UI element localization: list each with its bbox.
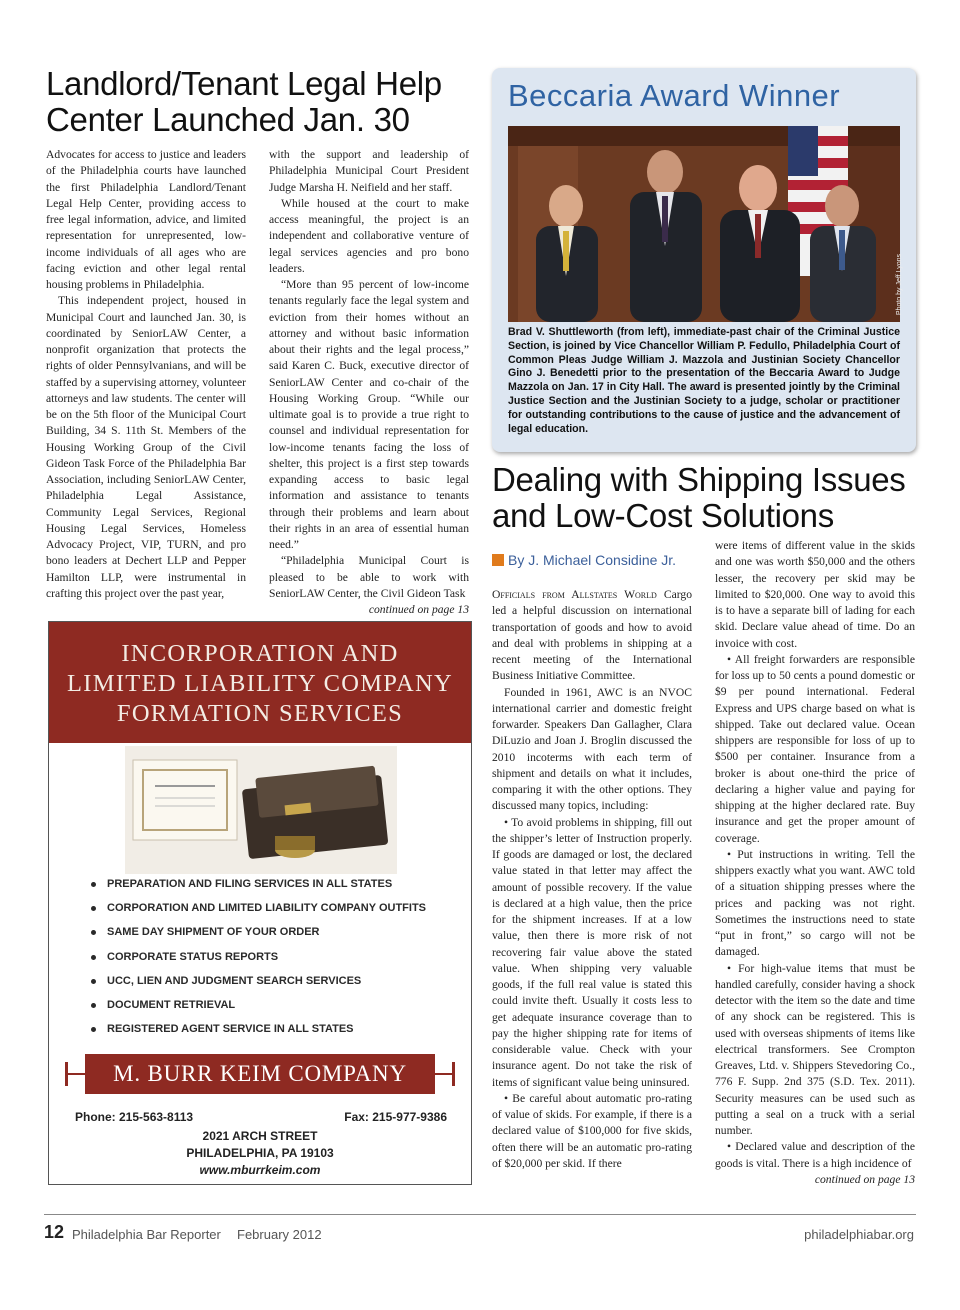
continued-link[interactable]: continued on page 13 (814, 1172, 915, 1186)
ad-headline-3: FORMATION SERVICES (116, 700, 404, 727)
paragraph: • To avoid problems in shipping, fill out the shipper’s letter of Instruction properly. If goods are damaged or lost, the declared value stated in that letter may affect the amount of possible recovery. If the value is declared at a high value, then the price for the shipment increases. If at a low value, then there is more risk of not recovering fair value above the stated value. When shipping very valuable goods, if the full real value is stated this could invite theft. Usually it costs less to get adequate insurance coverage than to pay the higher shipping rate for items of considerable value. Check with your insurance agent. Do not take the risk of items of significant value being uninsured. (492, 815, 692, 1089)
paragraph: • Be careful about automatic pro-rating of value of skids. For example, if there is a declared value of $100,000 for five skids, often there will be an automatic pro-rating of $20,000 per skid. If there (492, 1091, 692, 1170)
address-line-1: 2021 ARCH STREET (202, 1129, 318, 1143)
title-line-2: Center Launched Jan. 30 (46, 101, 410, 138)
continued-link[interactable]: continued on page 13 (368, 603, 469, 616)
footer-divider (44, 1214, 916, 1215)
phone-number: Phone: 215-563-8113 (75, 1110, 194, 1124)
paragraph: were items of different value in the skids and one was worth $50,000 and the others lesser, the recovery per skid may be limited to $20,000. One way to avoid this is to have a separate bill of lading for each skid. Declare value ahead of time. Do an invoice with cost. (715, 539, 915, 650)
photo-illustration (508, 126, 900, 322)
photo-credit: Photo by Jeff Lyons (896, 254, 903, 316)
paragraph: Founded in 1961, AWC is an NVOC international carrier and domestic freight forwarder. Speakers Dan Gallagher, Clara DiLuzio and Joan J. Broglin discussed the 2010 incoterms with each term of shipment and details on what it includes, comparing it with the other options. They discussed many topics, including: (492, 685, 692, 813)
paragraph: While housed at the court to make access meaningful, the project is an independent and collaborative venture of legal services agencies and pro bono leaders. (269, 196, 469, 275)
paragraph: This independent project, housed in Municipal Court and launched Jan. 30, is coordinated by SeniorLAW Center, a nonprofit organization that protects the rights of older Pennsylvanians, and will be staffed by a supervising attorney, volunteer attorneys and law students. The center will be on the 5th floor of the Municipal Court Building, 34 S. 11th St. Members of the Housing Working Group of the Civil Gideon Task Force of the Philadelphia Bar Association, including SeniorLAW Center, Philadelphia Legal Assistance, Community Legal Services, Regional Housing Legal Services, Homeless Advocacy Project, VIP, TURN, and pro bono leaders at Dechert LLP and Pepper Hamilton LLP, were instrumental in crafting this project over the past year, (46, 294, 246, 600)
paragraph: with the support and leadership of Philadelphia Municipal Court President Judge Marsha H. Neifield and her staff. (269, 148, 469, 194)
fax-number: Fax: 215-977-9386 (344, 1110, 447, 1124)
article2-column-2 (715, 538, 915, 1188)
service-item: CORPORATION AND LIMITED LIABILITY COMPANY OUTFITS (91, 902, 426, 926)
paragraph: Cargo led a helpful discussion on international transportation of goods and how to avoid and deal with problems in shipping at a recent meeting of the International Business Initiative Committee. (492, 588, 692, 683)
service-item: DOCUMENT RETRIEVAL (91, 999, 426, 1023)
article-landlord-tenant (46, 66, 476, 138)
corporate-kit-illustration (125, 746, 397, 874)
paragraph: • All freight forwarders are responsible for loss up to 50 cents a pound domestic or $9 per pound international. Federal Express and UPS charge based on what is shipped. Take out declared value. Ocean shippers are responsible for loss of up to $500 per container. Insurance from a broker is about one-third the price of declaring a higher value and paying for shipping at the higher declared rate. Buy insurance and get the proper amount of coverage. (715, 652, 915, 845)
issue-date: February 2012 (237, 1227, 322, 1242)
article2-column-1 (492, 587, 692, 1172)
award-title: Beccaria Award Winner (508, 78, 841, 113)
article-title (46, 66, 476, 138)
ad-header (49, 622, 471, 743)
address-line-2: PHILADELPHIA, PA 19103 (186, 1146, 334, 1160)
title-line-1: Dealing with Shipping Issues (492, 461, 906, 498)
title-line-1: Landlord/Tenant Legal Help (46, 65, 442, 102)
service-item: PREPARATION AND FILING SERVICES IN ALL STATES (91, 878, 426, 902)
award-box (492, 68, 916, 452)
service-item: CORPORATE STATUS REPORTS (91, 951, 426, 975)
award-photo (508, 126, 903, 322)
corporate-kit-image (125, 746, 397, 874)
article-shipping (492, 462, 922, 534)
service-item: SAME DAY SHIPMENT OF YOUR ORDER (91, 926, 426, 950)
paragraph: • Put instructions in writing. Tell the shippers exactly what you want. AWC told of a situation shipping presses where the prices and packing was not right. Sometimes the instructions need to state “put in front,” so cargo will not be damaged. (715, 847, 915, 959)
paragraph: “Philadelphia Municipal Court is pleased to be able to work with SeniorLAW Center, the Civil Gideon Task (269, 554, 469, 600)
paragraph: • For high-value items that must be handled carefully, consider having a shock detector with the item so the date and time of any shock can be registered. This is used with overseas shipments of items like electrical transformers. See Crompton Greaves, Ltd. v. Shippers Stevedoring Co., 776 F. Supp. 2nd 375 (S.D. Tex. 2011). Security measures can be used such as putting a seal on a truck with a serial number. (715, 961, 915, 1137)
article1-column-2 (269, 147, 469, 618)
page-number: 12 (44, 1222, 65, 1242)
title-line-2: and Low-Cost Solutions (492, 497, 834, 534)
address (49, 1128, 471, 1179)
byline (492, 552, 676, 568)
company-banner (65, 1054, 455, 1094)
ad-headline-1: INCORPORATION AND (121, 640, 399, 667)
paragraph: • Declared value and description of the goods is vital. There is a high incidence of (715, 1140, 915, 1170)
services-list (91, 878, 426, 1047)
advertisement (48, 621, 472, 1185)
byline-marker (492, 554, 504, 566)
byline-text: By J. Michael Considine Jr. (508, 552, 677, 568)
publication-name: Philadelphia Bar Reporter (72, 1227, 221, 1242)
website-link[interactable]: www.mburrkeim.com (199, 1163, 321, 1177)
paragraph: “More than 95 percent of low-income tenants regularly face the legal system and eviction from their homes without an attorney and without basic information about their rights and the legal process,” said Karen C. Buck, executive director of SeniorLAW Center and co-chair of the Housing Working Group. “While our ultimate goal is to provide a true right to counsel and individual representation for low-income tenants facing the loss of shelter, this project is a first step towards expanding access to basic legal information and assistance to tenants through their problems and learn about their rights in an area of essential human need.” (269, 278, 469, 551)
paragraph: Advocates for access to justice and leaders of the Philadelphia courts have launched the first Philadelphia Landlord/Tenant Legal Help Center, providing access to free legal information, advice, and limited representation for unrepresented, low-income individuals of all ages who are facing eviction and other legal rental housing problems in Philadelphia. (46, 148, 246, 291)
service-item: UCC, LIEN AND JUDGMENT SEARCH SERVICES (91, 975, 426, 999)
company-name: M. BURR KEIM COMPANY (85, 1054, 435, 1094)
photo-caption: Brad V. Shuttleworth (from left), immediate-past chair of the Criminal Justice Section, is joined by Vice Chancellor William P. Fedullo, Philadelphia Court of Common Pleas Judge William J. Mazzola and Justinian Society Chancellor Gino J. Benedetti prior to the presentation of the Beccaria Award to Judge Mazzola on Jan. 17 in City Hall. The award is presented jointly by the Criminal Justice Section and the Justinian Society to a judge, scholar or practitioner for outstanding contributions to the cause of justice and the advancement of legal education. (508, 326, 900, 435)
article-title (492, 462, 922, 534)
article1-column-1 (46, 147, 246, 602)
lead-in: Officials from Allstates World (492, 588, 657, 601)
service-item: REGISTERED AGENT SERVICE IN ALL STATES (91, 1023, 426, 1047)
site-url[interactable]: philadelphiabar.org (804, 1227, 914, 1242)
ad-headline-2: LIMITED LIABILITY COMPANY (67, 670, 453, 697)
